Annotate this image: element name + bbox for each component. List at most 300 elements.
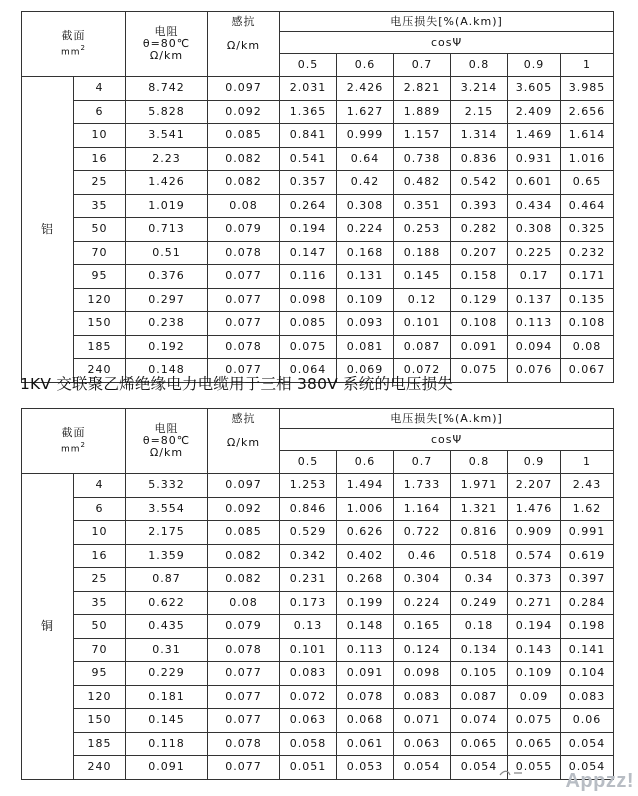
cos-value-header: 0.8 <box>451 54 508 77</box>
resistance-value: 0.145 <box>126 709 208 733</box>
section-value: 120 <box>74 288 126 312</box>
table-row <box>22 77 614 101</box>
voltage-loss-value: 0.116 <box>280 265 337 289</box>
voltage-loss-value: 0.091 <box>451 335 508 359</box>
voltage-loss-value: 0.357 <box>280 171 337 195</box>
table-body <box>22 77 614 383</box>
voltage-loss-value: 0.069 <box>337 359 394 383</box>
reactance-value: 0.08 <box>208 194 280 218</box>
voltage-loss-value: 1.614 <box>561 124 614 148</box>
section-value: 95 <box>74 265 126 289</box>
voltage-loss-value: 0.09 <box>508 685 561 709</box>
voltage-loss-value: 0.351 <box>394 194 451 218</box>
section-unit-sup: 2 <box>80 43 87 52</box>
voltage-loss-value: 0.071 <box>394 709 451 733</box>
voltage-loss-value: 0.574 <box>508 544 561 568</box>
resistance-header <box>126 12 208 77</box>
aluminum-voltage-loss-table <box>21 11 614 383</box>
voltage-loss-value: 0.113 <box>337 638 394 662</box>
voltage-loss-value: 0.264 <box>280 194 337 218</box>
voltage-loss-value: 0.194 <box>508 615 561 639</box>
voltage-loss-value: 0.054 <box>561 756 614 780</box>
voltage-loss-value: 2.821 <box>394 77 451 101</box>
table-row <box>22 335 614 359</box>
voltage-loss-value: 1.253 <box>280 474 337 498</box>
voltage-loss-value: 0.224 <box>337 218 394 242</box>
voltage-loss-value: 2.409 <box>508 100 561 124</box>
section-value: 6 <box>74 100 126 124</box>
voltage-loss-value: 0.991 <box>561 521 614 545</box>
voltage-loss-value: 0.393 <box>451 194 508 218</box>
voltage-loss-value: 0.199 <box>337 591 394 615</box>
reactance-value: 0.077 <box>208 359 280 383</box>
table-row <box>22 544 614 568</box>
resistance-value: 1.019 <box>126 194 208 218</box>
voltage-loss-value: 0.188 <box>394 241 451 265</box>
voltage-loss-value: 1.494 <box>337 474 394 498</box>
voltage-loss-value: 0.108 <box>451 312 508 336</box>
cos-value-header: 0.5 <box>280 54 337 77</box>
table-row <box>22 568 614 592</box>
voltage-loss-value: 0.999 <box>337 124 394 148</box>
reactance-value: 0.077 <box>208 662 280 686</box>
voltage-loss-value: 2.031 <box>280 77 337 101</box>
voltage-loss-value: 0.076 <box>508 359 561 383</box>
voltage-loss-value: 0.081 <box>337 335 394 359</box>
resistance-value: 0.181 <box>126 685 208 709</box>
table-row <box>22 709 614 733</box>
voltage-loss-value: 0.08 <box>561 335 614 359</box>
voltage-loss-value: 0.109 <box>337 288 394 312</box>
section-header <box>22 409 126 474</box>
voltage-loss-value: 0.342 <box>280 544 337 568</box>
resistance-value: 0.238 <box>126 312 208 336</box>
voltage-loss-value: 0.061 <box>337 732 394 756</box>
voltage-loss-value: 0.064 <box>280 359 337 383</box>
voltage-loss-value: 0.063 <box>280 709 337 733</box>
voltage-loss-value: 0.093 <box>337 312 394 336</box>
resistance-value: 0.51 <box>126 241 208 265</box>
voltage-loss-value: 0.094 <box>508 335 561 359</box>
voltage-loss-value: 0.224 <box>394 591 451 615</box>
scribble-mark-icon <box>498 768 528 778</box>
voltage-loss-value: 0.271 <box>508 591 561 615</box>
cos-value-header: 0.6 <box>337 54 394 77</box>
voltage-loss-value: 0.529 <box>280 521 337 545</box>
voltage-loss-value: 0.18 <box>451 615 508 639</box>
header-row <box>22 12 614 32</box>
table-row <box>22 662 614 686</box>
voltage-loss-value: 1.627 <box>337 100 394 124</box>
section-value: 4 <box>74 77 126 101</box>
voltage-loss-value: 0.098 <box>280 288 337 312</box>
voltage-loss-value: 1.157 <box>394 124 451 148</box>
voltage-loss-value: 0.06 <box>561 709 614 733</box>
table-row <box>22 147 614 171</box>
voltage-loss-value: 0.397 <box>561 568 614 592</box>
voltage-loss-value: 1.476 <box>508 497 561 521</box>
resistance-value: 8.742 <box>126 77 208 101</box>
voltage-loss-value: 0.46 <box>394 544 451 568</box>
voltage-loss-value: 0.304 <box>394 568 451 592</box>
voltage-loss-value: 0.482 <box>394 171 451 195</box>
table-row <box>22 100 614 124</box>
voltage-loss-value: 0.135 <box>561 288 614 312</box>
table-row <box>22 685 614 709</box>
table-row <box>22 521 614 545</box>
voltage-loss-value: 0.137 <box>508 288 561 312</box>
section-value: 120 <box>74 685 126 709</box>
voltage-loss-value: 0.207 <box>451 241 508 265</box>
voltage-loss-value: 0.067 <box>561 359 614 383</box>
resistance-value: 3.554 <box>126 497 208 521</box>
voltage-loss-value: 0.054 <box>394 756 451 780</box>
section-value: 240 <box>74 756 126 780</box>
voltage-loss-value: 0.148 <box>337 615 394 639</box>
voltage-loss-value: 0.072 <box>394 359 451 383</box>
voltage-loss-value: 0.464 <box>561 194 614 218</box>
voltage-loss-value: 0.17 <box>508 265 561 289</box>
voltage-loss-value: 0.075 <box>280 335 337 359</box>
section-value: 25 <box>74 568 126 592</box>
resistance-value: 0.091 <box>126 756 208 780</box>
voltage-loss-value: 0.131 <box>337 265 394 289</box>
voltage-loss-value: 0.518 <box>451 544 508 568</box>
resistance-unit: Ω/km <box>149 49 184 62</box>
voltage-loss-value: 0.34 <box>451 568 508 592</box>
resistance-value: 0.229 <box>126 662 208 686</box>
voltage-loss-value: 0.171 <box>561 265 614 289</box>
voltage-loss-value: 0.722 <box>394 521 451 545</box>
voltage-loss-value: 1.006 <box>337 497 394 521</box>
section-value: 150 <box>74 312 126 336</box>
resistance-temp: θ=80℃ <box>142 434 191 447</box>
copper-voltage-loss-table <box>21 408 614 780</box>
voltage-loss-value: 0.075 <box>508 709 561 733</box>
voltage-loss-value: 0.147 <box>280 241 337 265</box>
voltage-loss-value: 3.985 <box>561 77 614 101</box>
voltage-loss-value: 0.12 <box>394 288 451 312</box>
table-header <box>22 12 614 77</box>
section-value: 16 <box>74 544 126 568</box>
section-value: 4 <box>74 474 126 498</box>
voltage-loss-value: 2.426 <box>337 77 394 101</box>
section-value: 25 <box>74 171 126 195</box>
section-unit-sup: 2 <box>80 440 87 449</box>
voltage-loss-value: 0.065 <box>508 732 561 756</box>
voltage-loss-value: 0.124 <box>394 638 451 662</box>
reactance-header <box>208 409 280 474</box>
voltage-loss-value: 0.225 <box>508 241 561 265</box>
reactance-value: 0.077 <box>208 685 280 709</box>
voltage-loss-value: 0.129 <box>451 288 508 312</box>
voltage-loss-value: 0.64 <box>337 147 394 171</box>
table-row <box>22 124 614 148</box>
voltage-loss-header: 电压损失[%(A.km)] <box>280 409 614 429</box>
voltage-loss-value: 0.232 <box>561 241 614 265</box>
section-unit: mm <box>61 47 81 58</box>
reactance-unit: Ω/km <box>226 39 261 52</box>
voltage-loss-value: 0.053 <box>337 756 394 780</box>
voltage-loss-value: 0.434 <box>508 194 561 218</box>
voltage-loss-value: 0.249 <box>451 591 508 615</box>
cos-value-header: 0.6 <box>337 451 394 474</box>
voltage-loss-value: 0.402 <box>337 544 394 568</box>
voltage-loss-value: 0.158 <box>451 265 508 289</box>
section-value: 185 <box>74 732 126 756</box>
voltage-loss-value: 0.308 <box>508 218 561 242</box>
cos-value-header: 0.9 <box>508 451 561 474</box>
voltage-loss-value: 0.841 <box>280 124 337 148</box>
watermark-logo: Appzz! <box>565 770 634 792</box>
voltage-loss-value: 0.325 <box>561 218 614 242</box>
table-row <box>22 241 614 265</box>
voltage-loss-value: 0.074 <box>451 709 508 733</box>
voltage-loss-value: 1.469 <box>508 124 561 148</box>
reactance-header <box>208 12 280 77</box>
table-row <box>22 474 614 498</box>
voltage-loss-value: 3.605 <box>508 77 561 101</box>
reactance-unit: Ω/km <box>226 436 261 449</box>
voltage-loss-value: 0.068 <box>337 709 394 733</box>
reactance-value: 0.079 <box>208 218 280 242</box>
section-value: 10 <box>74 124 126 148</box>
resistance-value: 0.297 <box>126 288 208 312</box>
voltage-loss-value: 0.065 <box>451 732 508 756</box>
reactance-value: 0.077 <box>208 709 280 733</box>
metal-label: 铝 <box>22 77 74 383</box>
voltage-loss-value: 2.656 <box>561 100 614 124</box>
voltage-loss-value: 0.738 <box>394 147 451 171</box>
voltage-loss-value: 0.101 <box>280 638 337 662</box>
section-value: 150 <box>74 709 126 733</box>
resistance-value: 3.541 <box>126 124 208 148</box>
voltage-loss-value: 0.109 <box>508 662 561 686</box>
table-row <box>22 732 614 756</box>
table-row <box>22 591 614 615</box>
reactance-label: 感抗 <box>231 15 256 28</box>
voltage-loss-value: 0.836 <box>451 147 508 171</box>
table-header <box>22 409 614 474</box>
voltage-loss-value: 0.284 <box>561 591 614 615</box>
voltage-loss-value: 0.198 <box>561 615 614 639</box>
cos-value-header: 1 <box>561 54 614 77</box>
resistance-value: 2.175 <box>126 521 208 545</box>
voltage-loss-value: 0.619 <box>561 544 614 568</box>
voltage-loss-value: 0.42 <box>337 171 394 195</box>
cos-value-header: 0.7 <box>394 451 451 474</box>
voltage-loss-value: 1.164 <box>394 497 451 521</box>
resistance-label: 电阻 <box>154 422 179 435</box>
voltage-loss-value: 1.321 <box>451 497 508 521</box>
cos-header: cosΨ <box>280 429 614 451</box>
table-row <box>22 615 614 639</box>
voltage-loss-value: 1.62 <box>561 497 614 521</box>
voltage-loss-value: 2.15 <box>451 100 508 124</box>
cos-value-header: 0.5 <box>280 451 337 474</box>
resistance-header <box>126 409 208 474</box>
resistance-value: 1.359 <box>126 544 208 568</box>
reactance-value: 0.082 <box>208 544 280 568</box>
voltage-loss-value: 0.091 <box>337 662 394 686</box>
voltage-loss-value: 0.542 <box>451 171 508 195</box>
header-row <box>22 409 614 429</box>
resistance-value: 1.426 <box>126 171 208 195</box>
resistance-value: 0.118 <box>126 732 208 756</box>
voltage-loss-value: 0.083 <box>561 685 614 709</box>
voltage-loss-value: 1.733 <box>394 474 451 498</box>
voltage-loss-value: 0.373 <box>508 568 561 592</box>
section-value: 95 <box>74 662 126 686</box>
voltage-loss-value: 0.145 <box>394 265 451 289</box>
voltage-loss-value: 0.105 <box>451 662 508 686</box>
voltage-loss-value: 0.108 <box>561 312 614 336</box>
table-caption: 1KV 交联聚乙烯绝缘电力电缆用于三相 380V 系统的电压损失 <box>20 375 453 393</box>
section-value: 50 <box>74 218 126 242</box>
reactance-value: 0.097 <box>208 474 280 498</box>
voltage-loss-value: 0.085 <box>280 312 337 336</box>
reactance-value: 0.077 <box>208 288 280 312</box>
metal-label: 铜 <box>22 474 74 780</box>
cos-value-header: 0.9 <box>508 54 561 77</box>
section-value: 16 <box>74 147 126 171</box>
voltage-loss-value: 0.072 <box>280 685 337 709</box>
voltage-loss-value: 0.101 <box>394 312 451 336</box>
voltage-loss-value: 0.909 <box>508 521 561 545</box>
resistance-value: 0.87 <box>126 568 208 592</box>
voltage-loss-value: 1.971 <box>451 474 508 498</box>
section-value: 240 <box>74 359 126 383</box>
cos-header: cosΨ <box>280 32 614 54</box>
resistance-value: 0.148 <box>126 359 208 383</box>
section-value: 10 <box>74 521 126 545</box>
reactance-value: 0.092 <box>208 100 280 124</box>
voltage-loss-value: 0.931 <box>508 147 561 171</box>
table-row <box>22 171 614 195</box>
reactance-value: 0.078 <box>208 335 280 359</box>
reactance-value: 0.077 <box>208 265 280 289</box>
voltage-loss-value: 0.051 <box>280 756 337 780</box>
reactance-value: 0.082 <box>208 568 280 592</box>
section-value: 35 <box>74 194 126 218</box>
reactance-value: 0.082 <box>208 171 280 195</box>
voltage-loss-value: 0.282 <box>451 218 508 242</box>
reactance-value: 0.078 <box>208 638 280 662</box>
voltage-loss-value: 0.13 <box>280 615 337 639</box>
voltage-loss-value: 0.113 <box>508 312 561 336</box>
resistance-value: 2.23 <box>126 147 208 171</box>
voltage-loss-value: 0.083 <box>394 685 451 709</box>
voltage-loss-value: 0.054 <box>561 732 614 756</box>
reactance-value: 0.08 <box>208 591 280 615</box>
voltage-loss-value: 1.314 <box>451 124 508 148</box>
voltage-loss-value: 0.816 <box>451 521 508 545</box>
resistance-value: 0.31 <box>126 638 208 662</box>
resistance-value: 0.192 <box>126 335 208 359</box>
table-row <box>22 638 614 662</box>
table-row <box>22 497 614 521</box>
table-row <box>22 194 614 218</box>
reactance-value: 0.079 <box>208 615 280 639</box>
resistance-value: 0.622 <box>126 591 208 615</box>
voltage-loss-value: 0.173 <box>280 591 337 615</box>
resistance-value: 5.828 <box>126 100 208 124</box>
table-row <box>22 218 614 242</box>
voltage-loss-value: 0.231 <box>280 568 337 592</box>
reactance-value: 0.078 <box>208 241 280 265</box>
voltage-loss-value: 0.253 <box>394 218 451 242</box>
table-row <box>22 312 614 336</box>
reactance-label: 感抗 <box>231 412 256 425</box>
voltage-loss-value: 0.104 <box>561 662 614 686</box>
section-label: 截面 <box>61 28 86 42</box>
resistance-value: 0.435 <box>126 615 208 639</box>
voltage-loss-value: 1.365 <box>280 100 337 124</box>
section-label: 截面 <box>61 425 86 439</box>
voltage-loss-value: 0.165 <box>394 615 451 639</box>
voltage-loss-value: 0.098 <box>394 662 451 686</box>
voltage-loss-value: 0.054 <box>451 756 508 780</box>
section-value: 70 <box>74 241 126 265</box>
reactance-value: 0.085 <box>208 124 280 148</box>
voltage-loss-value: 0.058 <box>280 732 337 756</box>
reactance-value: 0.082 <box>208 147 280 171</box>
section-value: 70 <box>74 638 126 662</box>
resistance-label: 电阻 <box>154 25 179 38</box>
resistance-unit: Ω/km <box>149 446 184 459</box>
table-row <box>22 265 614 289</box>
reactance-value: 0.077 <box>208 756 280 780</box>
voltage-loss-value: 0.168 <box>337 241 394 265</box>
section-header <box>22 12 126 77</box>
voltage-loss-value: 1.889 <box>394 100 451 124</box>
section-unit: mm <box>61 444 81 455</box>
cos-value-header: 0.8 <box>451 451 508 474</box>
voltage-loss-value: 1.016 <box>561 147 614 171</box>
reactance-value: 0.092 <box>208 497 280 521</box>
cos-value-header: 1 <box>561 451 614 474</box>
voltage-loss-header: 电压损失[%(A.km)] <box>280 12 614 32</box>
cos-value-header: 0.7 <box>394 54 451 77</box>
voltage-loss-value: 0.194 <box>280 218 337 242</box>
voltage-loss-value: 0.268 <box>337 568 394 592</box>
voltage-loss-value: 0.601 <box>508 171 561 195</box>
voltage-loss-value: 0.626 <box>337 521 394 545</box>
resistance-value: 0.713 <box>126 218 208 242</box>
voltage-loss-value: 2.43 <box>561 474 614 498</box>
section-value: 6 <box>74 497 126 521</box>
resistance-value: 5.332 <box>126 474 208 498</box>
table-row <box>22 288 614 312</box>
voltage-loss-value: 0.143 <box>508 638 561 662</box>
reactance-value: 0.085 <box>208 521 280 545</box>
voltage-loss-value: 3.214 <box>451 77 508 101</box>
reactance-value: 0.077 <box>208 312 280 336</box>
resistance-temp: θ=80℃ <box>142 37 191 50</box>
reactance-value: 0.078 <box>208 732 280 756</box>
voltage-loss-value: 0.141 <box>561 638 614 662</box>
section-value: 185 <box>74 335 126 359</box>
voltage-loss-value: 0.063 <box>394 732 451 756</box>
section-value: 50 <box>74 615 126 639</box>
table-body <box>22 474 614 780</box>
resistance-value: 0.376 <box>126 265 208 289</box>
voltage-loss-value: 0.541 <box>280 147 337 171</box>
voltage-loss-value: 0.308 <box>337 194 394 218</box>
voltage-loss-value: 0.055 <box>508 756 561 780</box>
voltage-loss-value: 0.846 <box>280 497 337 521</box>
voltage-loss-value: 0.087 <box>451 685 508 709</box>
